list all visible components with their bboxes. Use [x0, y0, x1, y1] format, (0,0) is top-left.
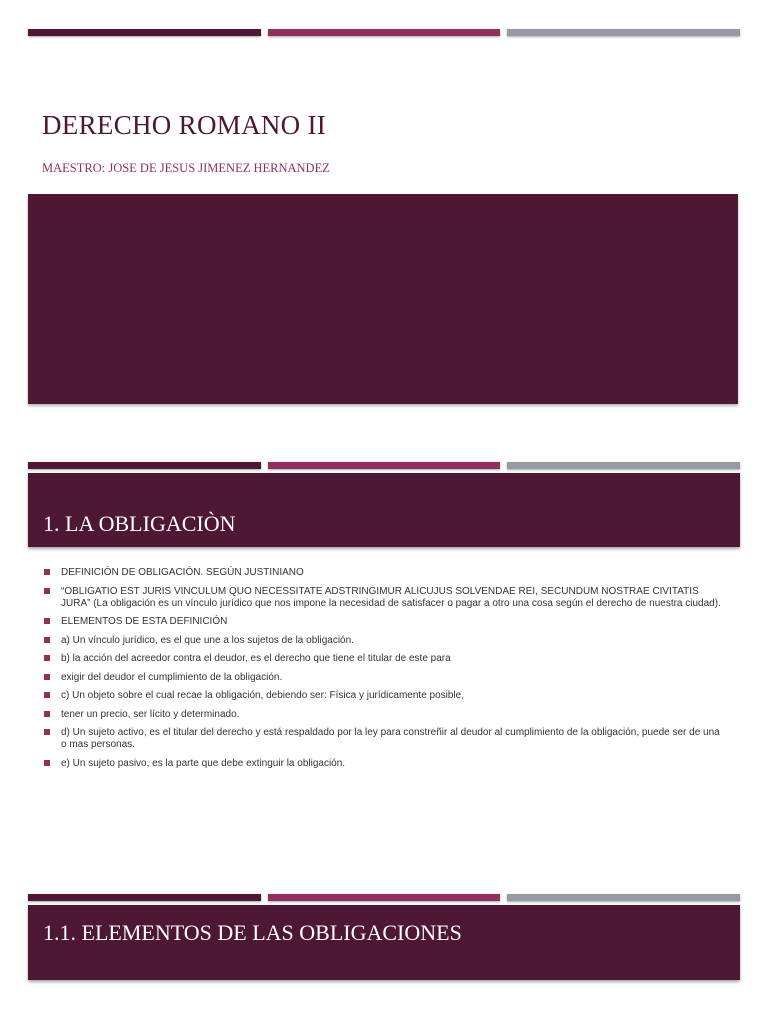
slide-title-band: [28, 905, 740, 980]
list-item: [44, 616, 724, 628]
slide-title-band: [28, 473, 740, 547]
slide-title: 1. LA OBLIGACIÒN: [43, 511, 236, 536]
accent-bar-gray: [507, 462, 740, 469]
bullet-text: “OBLIGATIO EST JURIS VINCULUM QUO NECESSITATE ADSTRINGIMUR ALICUJUS SOLVENDAE REI, SECUNDUM NOSTRAE CIVITATIS JURA” (La obligación es un vínculo jurídico que nos impone la necesidad de satisfacer o pagar a otro una cosa según el derecho de nuestra ciudad).: [61, 585, 721, 609]
accent-bar-mid: [268, 894, 500, 901]
square-bullet-icon: [44, 711, 50, 717]
square-bullet-icon: [44, 637, 50, 643]
bullet-text: DEFINICIÓN DE OBLIGACIÓN. SEGÚN JUSTINIANO: [61, 567, 304, 578]
accent-bar-dark: [28, 29, 261, 36]
list-item: [44, 635, 724, 647]
bullet-text: a) Un vínculo jurídico, es el que une a los sujetos de la obligación.: [61, 634, 354, 646]
accent-bars: [28, 894, 740, 901]
bullet-text: d) Un sujeto activo, es el titular del derecho y está respaldado por la ley para constreñir al deudor al cumplimiento de la obligación, puede ser de una o mas personas.: [61, 727, 720, 750]
accent-bar-dark: [28, 462, 261, 469]
accent-bar-dark: [28, 894, 261, 901]
bullet-text: e) Un sujeto pasivo, es la parte que debe extinguir la obligación.: [61, 757, 346, 769]
list-item: [44, 586, 724, 610]
bullet-text: tener un precio, ser lícito y determinado.: [61, 708, 240, 720]
accent-bars: [28, 29, 740, 36]
list-item: [44, 653, 724, 665]
bullet-text: c) Un objeto sobre el cual recae la obligación, debiendo ser: Física y jurídicamente posible,: [61, 690, 464, 701]
slide-subtitle: MAESTRO: JOSE DE JESUS JIMENEZ HERNANDEZ: [42, 161, 330, 175]
title-image-placeholder: [28, 194, 738, 404]
square-bullet-icon: [44, 692, 50, 698]
accent-bar-gray: [507, 894, 740, 901]
list-item: [44, 727, 724, 751]
bullet-list: [44, 567, 724, 776]
square-bullet-icon: [44, 588, 50, 594]
accent-bar-gray: [507, 29, 740, 36]
slide-title: DERECHO ROMANO II: [42, 110, 327, 140]
list-item: [44, 672, 724, 684]
square-bullet-icon: [44, 674, 50, 680]
bullet-text: exigir del deudor el cumplimiento de la obligación.: [61, 671, 283, 683]
bullet-text: ELEMENTOS DE ESTA DEFINICIÓN: [61, 616, 228, 627]
square-bullet-icon: [44, 618, 50, 624]
accent-bar-mid: [268, 462, 500, 469]
slide-title: 1.1. ELEMENTOS DE LAS OBLIGACIONES: [43, 920, 462, 945]
square-bullet-icon: [44, 729, 50, 735]
square-bullet-icon: [44, 760, 50, 766]
bullet-text: b) la acción del acreedor contra el deudor, es el derecho que tiene el titular de este para: [61, 653, 451, 664]
list-item: [44, 690, 724, 702]
list-item: [44, 709, 724, 721]
square-bullet-icon: [44, 569, 50, 575]
accent-bars: [28, 462, 740, 469]
accent-bar-mid: [268, 29, 500, 36]
list-item: [44, 567, 724, 579]
square-bullet-icon: [44, 655, 50, 661]
list-item: [44, 758, 724, 770]
